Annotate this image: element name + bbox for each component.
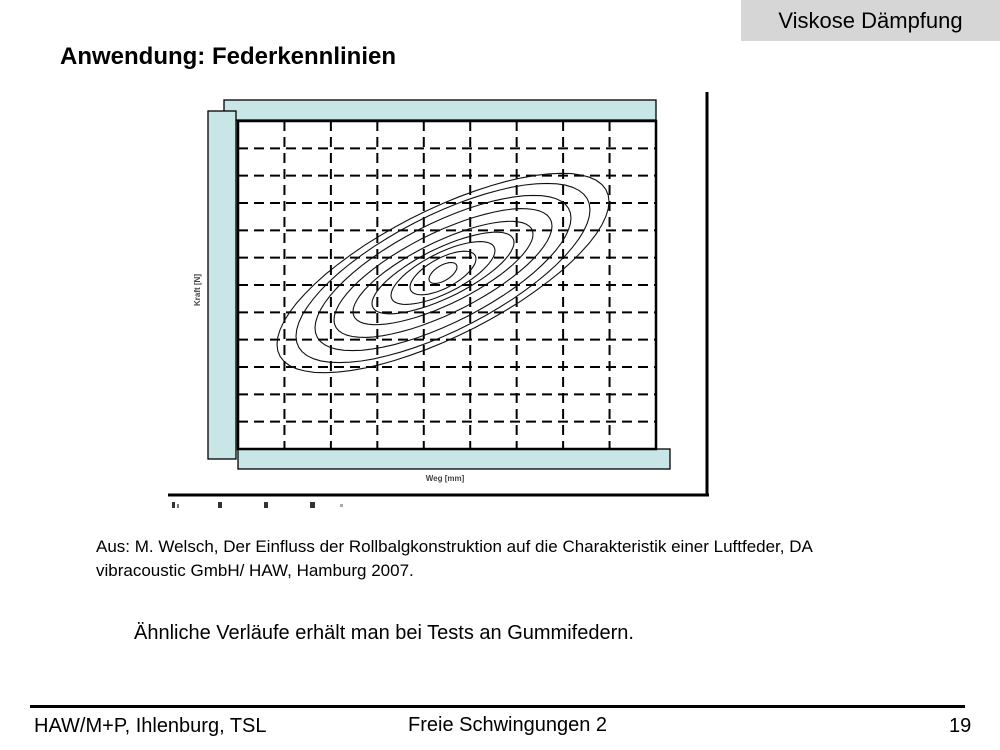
hysteresis-plot <box>160 88 720 513</box>
citation-line-2: vibracoustic GmbH/ HAW, Hamburg 2007. <box>96 561 414 580</box>
topic-tag: Viskose Dämpfung <box>741 0 1000 41</box>
footer-author: HAW/M+P, Ihlenburg, TSL <box>34 715 267 737</box>
page-number: 19 <box>949 715 972 737</box>
source-citation <box>96 535 956 583</box>
y-axis-label: Kraft [N] <box>193 274 202 306</box>
grid-horizontal-lines <box>238 148 656 421</box>
top-clamp-panel <box>224 100 656 120</box>
left-clamp-panel <box>208 111 236 459</box>
spring-characteristic-figure <box>160 88 720 513</box>
hysteresis-loop <box>296 183 590 362</box>
footer-rule <box>30 705 965 708</box>
hysteresis-loop <box>334 209 552 338</box>
bottom-clamp-panel <box>238 449 670 469</box>
x-axis-label: Weg [mm] <box>425 474 465 483</box>
hysteresis-loop <box>315 195 571 350</box>
hysteresis-loop <box>353 221 533 324</box>
hysteresis-loop <box>429 263 457 284</box>
note-text: Ähnliche Verläufe erhält man bei Tests an Gummifedern. <box>134 622 634 644</box>
legend-marks <box>172 502 343 508</box>
hysteresis-loop <box>391 242 495 305</box>
slide-title: Anwendung: Federkennlinien <box>60 43 397 70</box>
citation-line-1: Aus: M. Welsch, Der Einfluss der Rollbalgkonstruktion auf die Charakteristik einer Luftfeder, DA <box>96 537 813 556</box>
footer-course: Freie Schwingungen 2 <box>408 714 608 736</box>
